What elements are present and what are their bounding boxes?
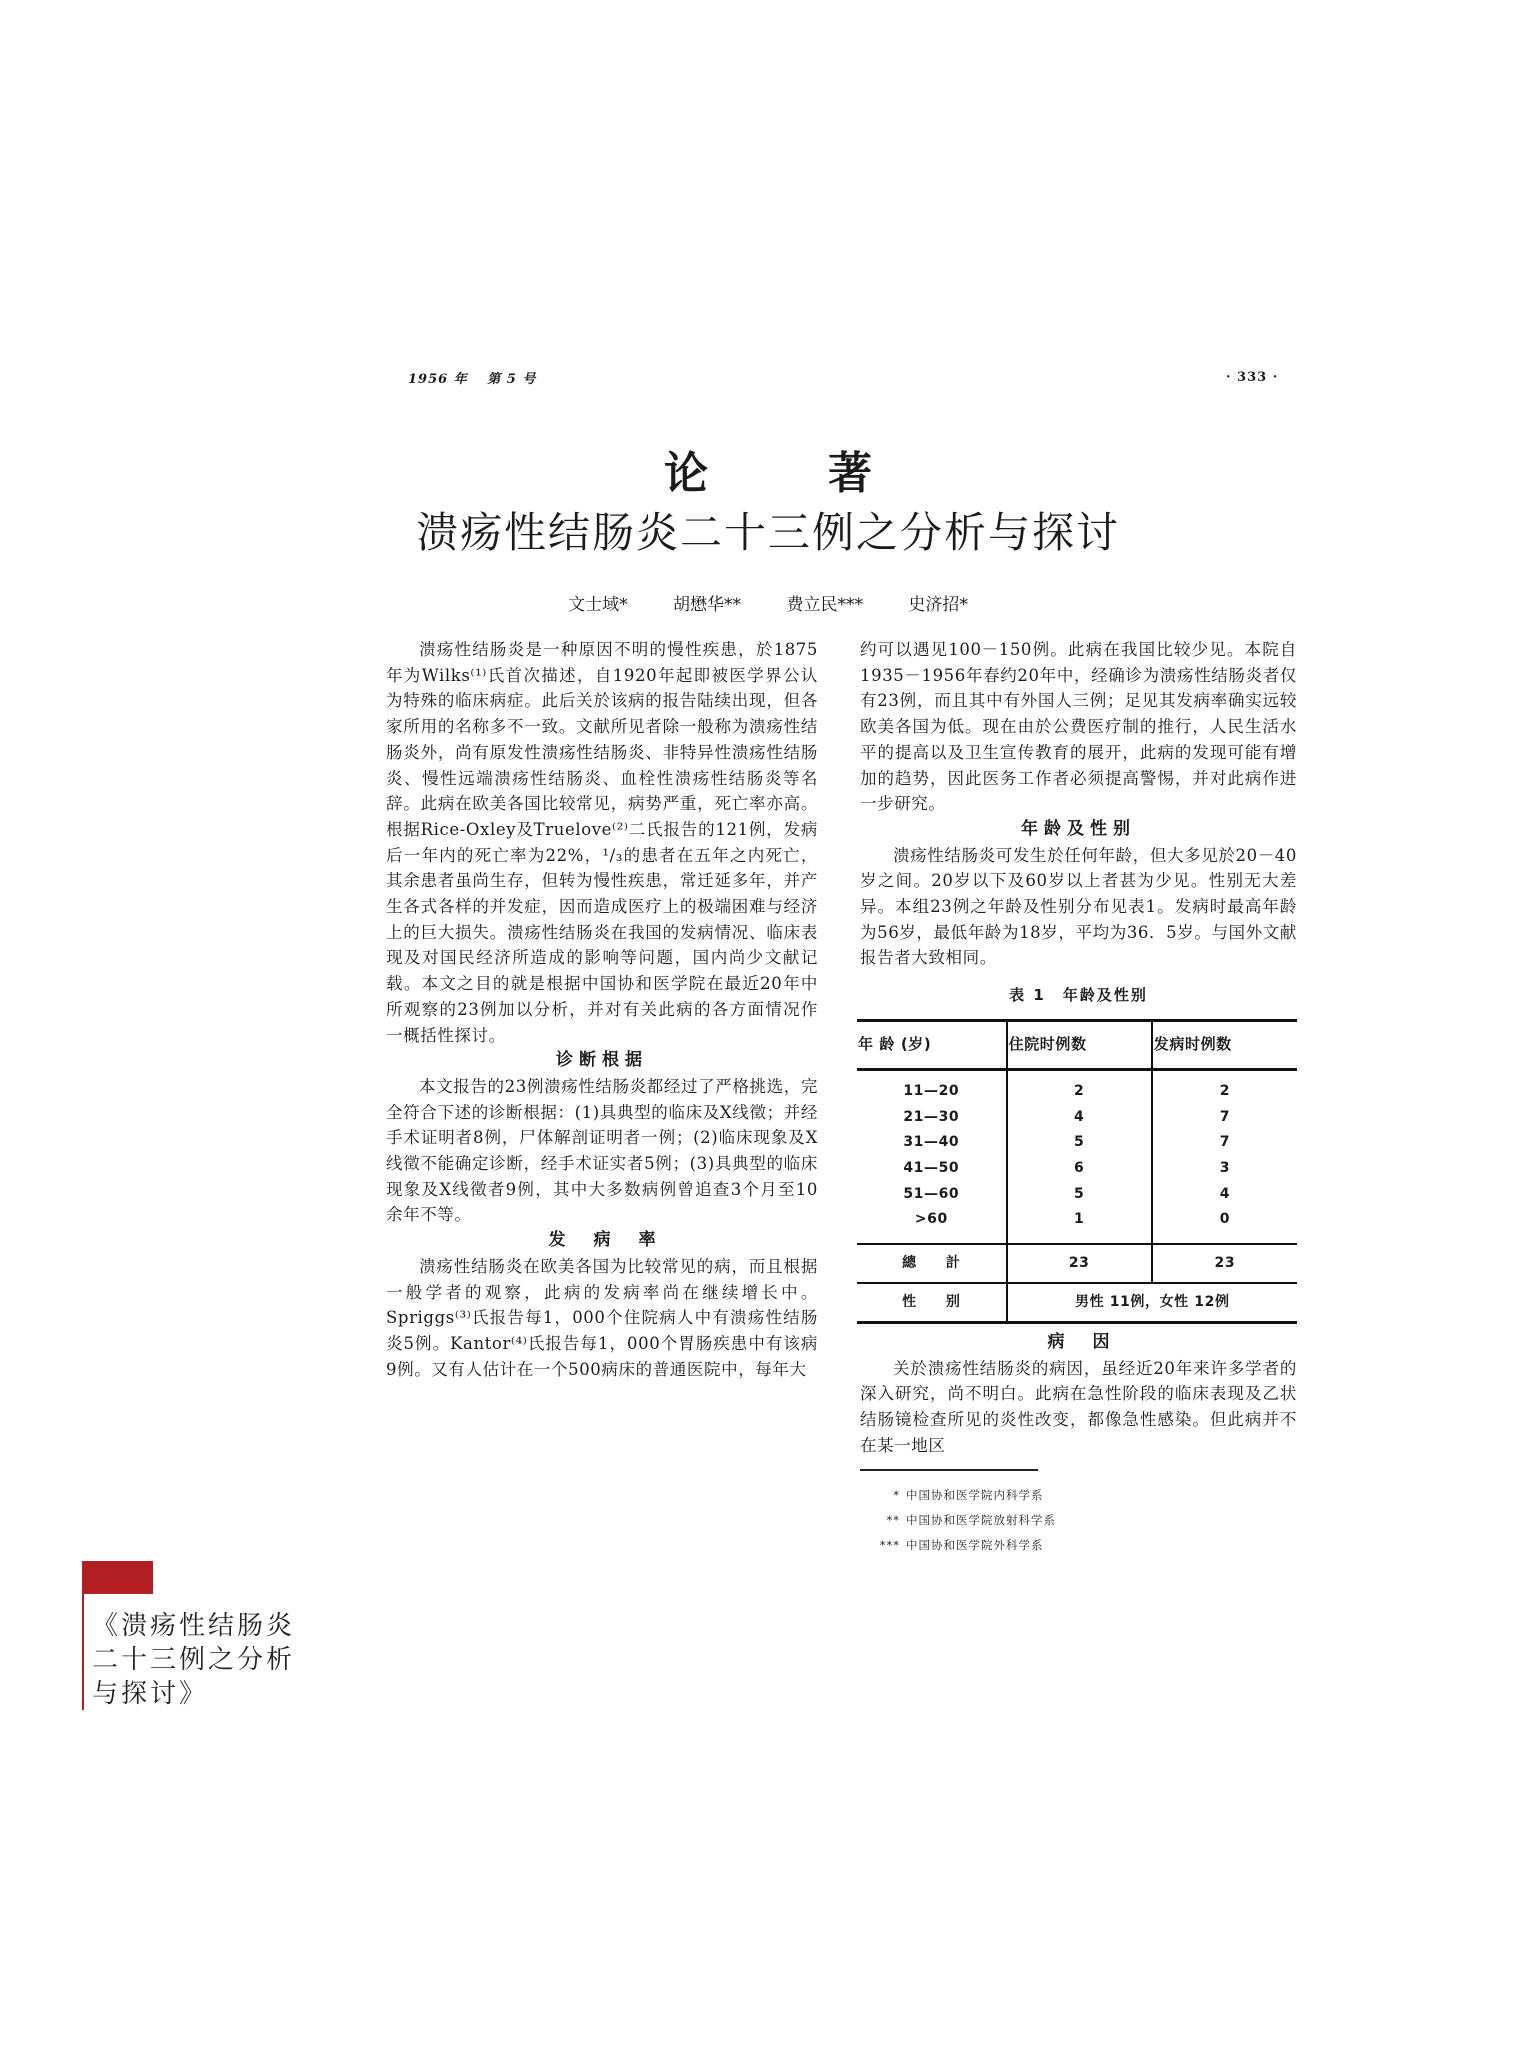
footnote-text: 中国协和医学院放射科学系 [906, 1512, 1056, 1527]
cause-paragraph: 关於溃疡性结肠炎的病因，虽经近20年来许多学者的深入研究，尚不明白。此病在急性阶段的临床表现及乙状结肠镜检查所见的炎性改变，都像急性感染。但此病并不在某一地区 [860, 1358, 1297, 1455]
table-cell: 6 [1007, 1156, 1152, 1182]
incidence-continuation: 约可以遇见100－150例。此病在我国比较少见。本院自1935－1956年春约20年中，经确诊为溃疡性结肠炎者仅有23例，而且其中有外国人三例；足见其发病率确实远较欧美各国为低。现在由於公费医疗制的推行，人民生活水平的提高以及卫生宣传教育的展开，此病的发现可能有增加的趋势，因此医务工作者必须提高警惕，并对此病作进一步研究。 [860, 640, 1297, 814]
table-total-row [857, 1244, 1297, 1283]
incidence-paragraph: 溃疡性结肠炎在欧美各国为比较常见的病，而且根据一般学者的观察，此病的发病率尚在继续增长中。Spriggs⁽³⁾氏报告每1，000个住院病人中有溃疡性结肠炎5例。Kantor⁽⁴⁾氏报告每1，000个胃肠疾患中有该病9例。又有人估计在一个500病床的普通医院中，每年大 [386, 1256, 818, 1379]
table-header-cell: 发病时例数 [1152, 1020, 1297, 1069]
journal-issue: 第 5 号 [487, 372, 537, 387]
table-cell: 0 [1152, 1207, 1297, 1244]
table-cell: 總 計 [857, 1244, 1007, 1283]
footnote-mark: * [893, 1487, 900, 1502]
table-cell: >60 [914, 1211, 948, 1228]
table-cell: 3 [1152, 1156, 1297, 1182]
table-cell: 5 [1007, 1130, 1152, 1156]
author: 胡懋华** [673, 595, 742, 615]
table-cell: 41—50 [903, 1159, 960, 1176]
author: 费立民*** [786, 595, 863, 615]
table-cell: 23 [1007, 1244, 1152, 1283]
table-cell: 5 [1007, 1182, 1152, 1208]
incidence-heading: 发病率 [548, 1230, 684, 1251]
table-caption: 表 1 年龄及性别 [1009, 986, 1148, 1005]
footnote [860, 1508, 1297, 1533]
table-row [857, 1105, 1297, 1131]
table-cell: 性 别 [857, 1283, 1007, 1323]
table-cell: 11—20 [903, 1082, 960, 1099]
diagnosis-paragraph: 本文报告的23例溃疡性结肠炎都经过了严格挑选，完全符合下述的诊断根据：(1)具典型的临床及X线徵；并经手术证明者8例，尸体解剖证明者一例；(2)临床现象及X线徵不能确定诊断，经手术证实者5例；(3)具典型的临床现象及X线徵者9例，其中大多数病例曾追查3个月至10余年不等。 [386, 1076, 818, 1225]
diagnosis-heading: 诊断根据 [556, 1050, 648, 1071]
table-header-cell: 年 龄 (岁) [857, 1020, 1007, 1069]
age-sex-table [857, 1019, 1297, 1324]
author-list [0, 590, 1536, 615]
table-cell: 7 [1152, 1130, 1297, 1156]
right-column [860, 637, 1297, 1558]
table-cell: 31—40 [903, 1134, 960, 1151]
table-row [857, 1156, 1297, 1182]
footnote [860, 1533, 1297, 1558]
footnote-text: 中国协和医学院外科学系 [906, 1537, 1044, 1552]
table-cell: 男性 11例，女性 12例 [1007, 1283, 1297, 1323]
table-header-row [857, 1020, 1297, 1069]
table-cell: 23 [1152, 1244, 1297, 1283]
running-header-left [408, 368, 536, 387]
author: 文士域* [568, 595, 628, 615]
table-sex-row [857, 1283, 1297, 1323]
author: 史济招* [908, 595, 968, 615]
table-cell: 4 [1152, 1182, 1297, 1208]
table-cell: 51—60 [903, 1185, 960, 1202]
table-row [857, 1207, 1297, 1244]
table-cell: 7 [1152, 1105, 1297, 1131]
stamp-line [82, 1594, 84, 1710]
table-header-cell: 住院时例数 [1007, 1020, 1152, 1069]
footnote-mark: *** [879, 1537, 900, 1552]
footnote-mark: ** [886, 1512, 900, 1527]
section-heading: 论著 [664, 448, 992, 499]
age-sex-heading: 年龄及性别 [1021, 818, 1136, 839]
stamp-title: 《溃疡性结肠炎二十三例之分析与探讨》 [92, 1611, 296, 1709]
journal-year: 1956 年 [408, 372, 468, 387]
age-sex-paragraph: 溃疡性结肠炎可发生於任何年龄，但大多见於20－40岁之间。20岁以下及60岁以上者甚为少见。性别无大差异。本组23例之年龄及性别分布见表1。发病时最高年龄为56岁，最低年龄为18岁，平均为36．5岁。与国外文献报告者大致相同。 [860, 845, 1297, 968]
footnote [860, 1483, 1297, 1508]
footnote-rule [860, 1469, 1038, 1471]
table-cell: 2 [1007, 1069, 1152, 1104]
left-column [386, 637, 818, 1382]
cause-heading: 病因 [1047, 1332, 1138, 1353]
stamp-bar [82, 1561, 153, 1594]
table-cell: 2 [1152, 1069, 1297, 1104]
page-number: · 333 · [1226, 370, 1279, 385]
table-row [857, 1130, 1297, 1156]
footnote-text: 中国协和医学院内科学系 [906, 1487, 1044, 1502]
table-cell: 4 [1007, 1105, 1152, 1131]
paper-title: 溃疡性结肠炎二十三例之分析与探讨 [415, 508, 1120, 557]
table-row [857, 1069, 1297, 1104]
table-cell: 1 [1007, 1207, 1152, 1244]
table-row [857, 1182, 1297, 1208]
intro-paragraph: 溃疡性结肠炎是一种原因不明的慢性疾患，於1875年为Wilks⁽¹⁾氏首次描述，自1920年起即被医学界公认为特殊的临床病症。此后关於该病的报告陆续出现，但各家所用的名称多不一致。文献所见者除一般称为溃疡性结肠炎外，尚有原发性溃疡性结肠炎、非特异性溃疡性结肠炎、慢性远端溃疡性结肠炎、血栓性溃疡性结肠炎等名辞。此病在欧美各国比较常见，病势严重，死亡率亦高。根据Rice-Oxley及Truelove⁽²⁾二氏报告的121例，发病后一年内的死亡率为22%，¹/₃的患者在五年之内死亡，其余患者虽尚生存，但转为慢性疾患，常迁延多年，并产生各式各样的并发症，因而造成医疗上的极端困难与经济上的巨大损失。溃疡性结肠炎在我国的发病情况、临床表现及对国民经济所造成的影响等问题，国内尚少文献记载。本文之目的就是根据中国协和医学院在最近20年中所观察的23例加以分析，并对有关此病的各方面情况作一概括性探讨。 [386, 640, 818, 1045]
table-cell: 21—30 [903, 1108, 960, 1125]
